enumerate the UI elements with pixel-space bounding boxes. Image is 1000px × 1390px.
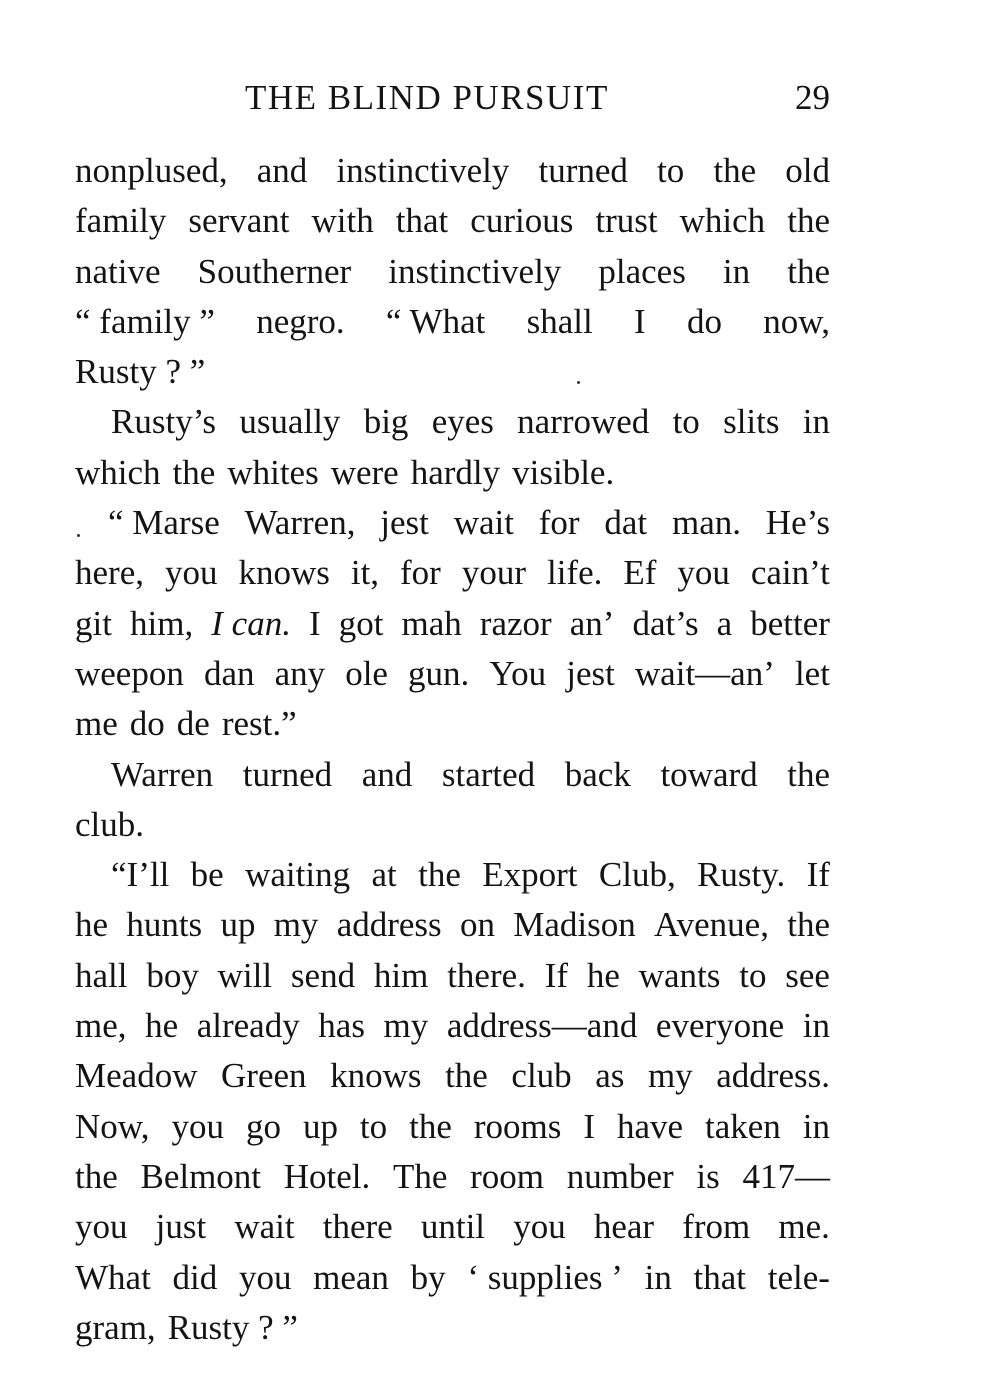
word: mean — [313, 1257, 389, 1297]
word: got — [338, 603, 384, 643]
word: with — [311, 201, 374, 241]
text-line — [75, 1102, 830, 1152]
word: the — [713, 151, 757, 190]
word: Hotel. — [283, 1156, 371, 1196]
word: to — [657, 151, 685, 190]
word: be — [190, 855, 224, 895]
text-line — [75, 347, 830, 397]
word: in — [722, 251, 751, 291]
word: the — [787, 905, 830, 945]
word: started — [441, 754, 536, 794]
word: him, — [130, 603, 194, 643]
word: see — [785, 955, 830, 995]
word: club. — [75, 804, 145, 844]
word: in — [802, 1106, 830, 1146]
word: to — [359, 1106, 388, 1146]
text-line — [75, 1051, 830, 1101]
word: until — [420, 1207, 486, 1247]
word: my — [647, 1056, 693, 1096]
word: you — [513, 1207, 566, 1247]
text-line — [75, 1202, 830, 1252]
word: in — [802, 402, 830, 442]
word: jest — [566, 653, 615, 693]
word: for — [400, 553, 441, 593]
word: here, — [75, 553, 144, 593]
word: it, — [350, 553, 380, 593]
word: dat’s — [632, 603, 699, 643]
word: family — [75, 201, 167, 241]
word: “ Marse — [108, 503, 220, 543]
text-line — [75, 750, 830, 800]
word: Meadow — [75, 1056, 198, 1096]
word: What — [75, 1257, 151, 1297]
word: in — [644, 1257, 672, 1297]
page-number: 29 — [795, 78, 830, 117]
word: a — [716, 603, 733, 643]
word: rooms — [473, 1106, 562, 1146]
text-line — [75, 448, 830, 498]
word: weepon — [75, 653, 184, 693]
word: negro. — [256, 301, 345, 341]
word: to — [739, 955, 767, 995]
word: turned — [242, 754, 333, 794]
word: he — [145, 1006, 179, 1046]
word: dan — [203, 653, 255, 693]
word: is — [696, 1156, 720, 1196]
word: address. — [716, 1056, 830, 1096]
text-line — [75, 196, 830, 246]
word: usually — [239, 402, 341, 442]
word: from — [682, 1207, 751, 1247]
word: Rusty ? ” — [167, 1307, 298, 1347]
word: cain’t — [750, 553, 830, 593]
word: just — [155, 1207, 207, 1247]
word: wait—an’ — [634, 653, 775, 693]
word: for — [538, 503, 580, 543]
word: me. — [778, 1207, 830, 1247]
word: Ef — [623, 553, 657, 593]
word: my — [383, 1006, 429, 1046]
word: do — [129, 704, 165, 744]
word: gram, — [75, 1307, 156, 1347]
word: If — [806, 855, 830, 895]
word: in — [802, 1006, 830, 1046]
word: which — [679, 201, 766, 241]
word: he — [75, 905, 109, 945]
word: your — [461, 553, 526, 593]
word: hall — [75, 955, 128, 995]
word: Warren, — [244, 503, 356, 543]
text-line — [75, 247, 830, 297]
text-line — [75, 699, 830, 749]
word: waiting — [245, 855, 351, 895]
word: hunts — [126, 905, 203, 945]
word: instinctively — [388, 251, 562, 291]
word: you — [164, 553, 218, 593]
word: native — [75, 251, 161, 291]
word: mah — [401, 603, 462, 643]
word: ole — [345, 653, 388, 693]
word: as — [595, 1056, 625, 1096]
text-line — [75, 397, 830, 447]
word: me, — [75, 1006, 127, 1046]
word: up — [302, 1106, 338, 1146]
word: “ What — [385, 301, 486, 341]
word: If — [544, 955, 569, 995]
word: de — [176, 704, 210, 744]
word: Export — [482, 855, 578, 895]
word: I — [634, 301, 646, 341]
word: that — [395, 201, 449, 241]
word: back — [564, 754, 631, 794]
word: club — [511, 1056, 572, 1096]
word: the — [75, 1156, 118, 1196]
word: Rusty. — [697, 855, 786, 895]
word: hear — [593, 1207, 655, 1247]
text-line — [75, 1303, 830, 1353]
word: dat — [604, 503, 648, 543]
running-title: THE BLIND PURSUIT — [245, 78, 609, 117]
word: the — [418, 855, 461, 895]
word: the — [787, 754, 830, 794]
word: at — [371, 855, 397, 895]
word: I — [583, 1106, 595, 1146]
word: you — [238, 1257, 292, 1297]
word: me — [75, 704, 118, 744]
word: places — [598, 251, 686, 291]
text-line — [75, 951, 830, 1001]
word: he — [586, 955, 620, 995]
word: you — [677, 553, 730, 593]
word: that — [693, 1257, 747, 1297]
word: you — [171, 1106, 224, 1146]
word: there. — [447, 955, 526, 995]
word: now, — [763, 301, 830, 341]
print-speck — [77, 534, 80, 537]
word: life. — [546, 553, 603, 593]
word: “I’ll — [111, 855, 170, 895]
word: Madison — [513, 905, 636, 945]
word: do — [686, 301, 722, 341]
word: let — [794, 653, 830, 693]
word: gun. — [408, 653, 470, 693]
word: The — [393, 1156, 448, 1196]
word: you — [75, 1207, 128, 1247]
text-line — [75, 1001, 830, 1051]
word: jest — [380, 503, 429, 543]
word: everyone — [655, 1006, 785, 1046]
text-line — [75, 900, 830, 950]
word: toward — [660, 754, 758, 794]
word: boy — [146, 955, 199, 995]
text-line — [75, 800, 830, 850]
word: already — [196, 1006, 300, 1046]
print-speck — [577, 381, 580, 384]
word: razor — [479, 603, 552, 643]
text-line — [75, 649, 830, 699]
word: my — [273, 905, 319, 945]
word: visible. — [512, 452, 615, 492]
word: go — [245, 1106, 281, 1146]
word: and — [361, 754, 413, 794]
word: Club, — [598, 855, 676, 895]
text-line — [75, 1253, 830, 1303]
text-line — [75, 498, 830, 548]
word: eyes — [431, 402, 494, 442]
word: He’s — [765, 503, 830, 543]
word: turned — [538, 151, 628, 190]
word: room — [470, 1156, 545, 1196]
word: whites — [227, 452, 319, 492]
word: trust — [595, 201, 658, 241]
word: wants — [638, 955, 721, 995]
word: an’ — [569, 603, 615, 643]
word: Belmont — [140, 1156, 262, 1196]
word: better — [750, 603, 830, 643]
word: by — [410, 1257, 446, 1297]
word: Southerner — [197, 251, 352, 291]
text-line — [75, 297, 830, 347]
word: were — [330, 452, 399, 492]
word: old — [785, 151, 830, 190]
word: the — [172, 452, 216, 492]
word: You — [489, 653, 547, 693]
word: the — [409, 1106, 452, 1146]
word: knows — [330, 1056, 422, 1096]
word: send — [290, 955, 356, 995]
word: has — [318, 1006, 365, 1046]
word: and — [256, 151, 308, 190]
word: did — [172, 1257, 218, 1297]
word: taken — [704, 1106, 781, 1146]
word: there — [322, 1207, 393, 1247]
word: wait — [234, 1207, 295, 1247]
text-line — [75, 548, 830, 598]
text-line — [75, 850, 830, 900]
word: hardly — [410, 452, 501, 492]
word: instinctively — [336, 151, 510, 190]
word: Rusty’s — [111, 402, 217, 442]
word: up — [220, 905, 256, 945]
word: on — [459, 905, 495, 945]
word: Rusty ? ” — [75, 352, 206, 392]
word: which — [75, 452, 161, 492]
word: him — [373, 955, 429, 995]
body-text — [75, 146, 830, 1353]
word: I — [309, 603, 321, 643]
word: rest.” — [221, 704, 297, 744]
word: nonplused, — [75, 151, 228, 190]
word: will — [217, 955, 273, 995]
text-line — [75, 1152, 830, 1202]
word: knows — [238, 553, 330, 593]
word: big — [363, 402, 409, 442]
running-head — [75, 78, 830, 128]
word: Avenue, — [653, 905, 769, 945]
word: have — [616, 1106, 684, 1146]
word: narrowed — [517, 402, 650, 442]
word: Green — [221, 1056, 307, 1096]
word: number — [566, 1156, 674, 1196]
text-line — [75, 146, 830, 196]
word: git — [75, 603, 112, 643]
text-line — [75, 599, 830, 649]
word: “ family ” — [75, 301, 215, 341]
word: Warren — [111, 754, 214, 794]
word: man. — [671, 503, 741, 543]
word: any — [274, 653, 326, 693]
word: servant — [188, 201, 290, 241]
word: shall — [526, 301, 593, 341]
word: Now, — [75, 1106, 150, 1146]
word: I can. — [211, 603, 291, 643]
word: wait — [453, 503, 514, 543]
word: tele- — [767, 1257, 830, 1297]
word: slits — [723, 402, 780, 442]
word: the — [787, 201, 830, 241]
word: the — [445, 1056, 488, 1096]
word: address — [336, 905, 442, 945]
word: curious — [470, 201, 574, 241]
word: 417— — [742, 1156, 830, 1196]
word: the — [787, 251, 830, 291]
word: ‘ supplies ’ — [467, 1257, 623, 1297]
word: address—and — [446, 1006, 638, 1046]
word: to — [672, 402, 700, 442]
